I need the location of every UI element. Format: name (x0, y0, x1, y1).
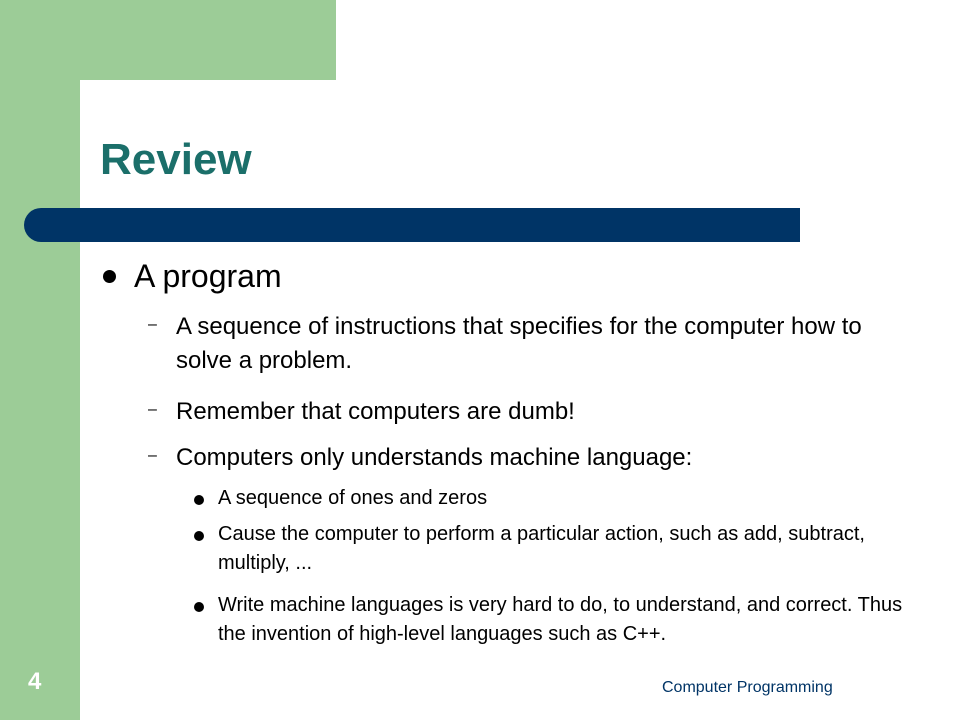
dash-icon: – (148, 447, 157, 464)
detail-3: Write machine languages is very hard to do, to understand, and correct. Thus the invention of high-level languages such as C++. (218, 594, 903, 645)
main-bullet-text: A program (134, 258, 282, 294)
subpoint-2: Remember that computers are dumb! (176, 398, 575, 425)
bullet-icon (194, 495, 204, 505)
subpoint-3: Computers only understands machine language: (176, 444, 693, 471)
bullet-icon (194, 602, 204, 612)
detail-2: Cause the computer to perform a particular action, such as add, subtract, multiply, ... (218, 523, 865, 574)
subpoint-1: A sequence of instructions that specifies for the computer how to solve a problem. (176, 313, 862, 374)
slide-title: Review (100, 135, 252, 184)
dash-icon: – (148, 401, 157, 418)
bullet-icon (103, 270, 116, 283)
bullet-icon (194, 531, 204, 541)
footer-text: Computer Programming (662, 679, 833, 696)
slide-number: 4 (28, 668, 42, 695)
detail-1: A sequence of ones and zeros (218, 487, 488, 509)
dash-icon: – (148, 316, 157, 333)
